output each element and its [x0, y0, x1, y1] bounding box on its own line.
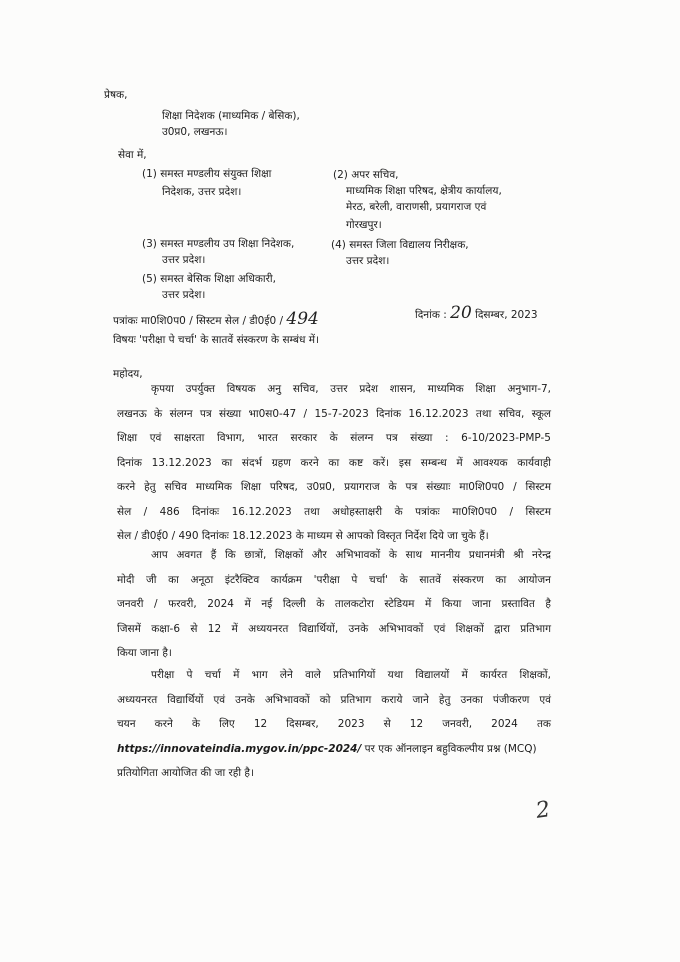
- paragraph-3: [117, 663, 551, 786]
- paragraph-1-line: दिनांक 13.12.2023 का संदर्भ ग्रहण करने का कष्ट करें। इस सम्बन्ध में आवश्यक कार्यवाही: [117, 456, 551, 469]
- page-number: 2: [534, 797, 552, 824]
- salutation: महोदय,: [113, 368, 143, 380]
- paragraph-2-line: जिसमें कक्षा-6 से 12 में अध्ययनरत विद्यार्थियों, उनके अभिभावकों एवं शिक्षकों द्वारा प्रतिभाग: [117, 622, 551, 635]
- paragraph-3-line: चयन करने के लिए 12 दिसम्बर, 2023 से 12 जनवरी, 2024 तक: [117, 718, 551, 730]
- paragraph-2-line: मोदी जी का अनूठा इंटरैक्टिव कार्यक्रम 'परीक्षा पे चर्चा' के सातवें संस्करण का आयोजन: [117, 573, 551, 586]
- paragraph-2-line: आप अवगत हैं कि छात्रों, शिक्षकों और अभिभावकों के साथ माननीय प्रधानमंत्री श्री नरेन्द्र: [151, 549, 551, 561]
- letter-date-handwritten: 20: [450, 303, 472, 323]
- recipient-5-line2: उत्तर प्रदेश।: [162, 289, 206, 301]
- paragraph-1-line: सेल / डी0ई0 / 490 दिनांकः 18.12.2023 के माध्यम से आपको विस्तृत निर्देश दिये जा चुके हैं।: [117, 530, 489, 542]
- paragraph-2-line: किया जाना है।: [117, 647, 172, 659]
- paragraph-3-line: परीक्षा पे चर्चा में भाग लेने वाले प्रतिभागियों यथा विद्यालयों में कार्यरत शिक्षकों,: [151, 669, 551, 681]
- recipient-3-line1: (3) समस्त मण्डलीय उप शिक्षा निदेशक,: [142, 238, 295, 250]
- paragraph-1-line: शिक्षा एवं साक्षरता विभाग, भारत सरकार के संलग्न पत्र संख्या : 6-10/2023-PMP-5: [117, 432, 551, 444]
- recipient-3-line2: उत्तर प्रदेश।: [162, 254, 206, 266]
- paragraph-1-line: कृपया उपर्युक्त विषयक अनु सचिव, उत्तर प्रदेश शासन, माध्यमिक शिक्षा अनुभाग-7,: [151, 383, 551, 395]
- sender-designation: शिक्षा निदेशक (माध्यमिक / बेसिक),: [162, 110, 300, 122]
- recipient-1-line2: निदेशक, उत्तर प्रदेश।: [162, 186, 242, 198]
- recipient-2-line1: (2) अपर सचिव,: [333, 169, 399, 181]
- sender-label: प्रेषक,: [104, 89, 128, 101]
- letter-number-handwritten: 494: [286, 309, 319, 329]
- paragraph-3-url-line: [117, 737, 551, 762]
- paragraph-1-line: लखनऊ के संलग्न पत्र संख्या भा0स0-47 / 15-7-2023 दिनांक 16.12.2023 तथा सचिव, स्कूल: [117, 407, 551, 420]
- paragraph-2-line: जनवरी / फरवरी, 2024 में नई दिल्ली के तालकटोरा स्टेडियम में किया जाना प्रस्तावित है: [117, 598, 551, 610]
- registration-url[interactable]: https://innovateindia.mygov.in/ppc-2024/: [117, 742, 362, 755]
- recipient-5-line1: (5) समस्त बेसिक शिक्षा अधिकारी,: [142, 273, 276, 285]
- recipients-label: सेवा में,: [118, 149, 147, 161]
- paragraph-1-line: सेल / 486 दिनांकः 16.12.2023 तथा अधोहस्ताक्षरी के पत्रांकः मा0शि0प0 / सिस्टम: [117, 505, 551, 518]
- letter-number-prefix: पत्रांकः मा0शि0प0 / सिस्टम सेल / डी0ई0 /: [113, 315, 287, 327]
- paragraph-1: [117, 377, 551, 549]
- recipient-2-line4: गोरखपुर।: [346, 219, 382, 231]
- recipient-1-line1: (1) समस्त मण्डलीय संयुक्त शिक्षा: [142, 168, 272, 180]
- recipient-2-line2: माध्यमिक शिक्षा परिषद, क्षेत्रीय कार्यालय,: [346, 185, 502, 197]
- recipient-4-line2: उत्तर प्रदेश।: [346, 255, 390, 267]
- subject-line: विषयः 'परीक्षा पे चर्चा' के सातवें संस्करण के सम्बंध में।: [113, 334, 320, 346]
- letter-number: [113, 309, 319, 329]
- paragraph-1-line: करने हेतु सचिव माध्यमिक शिक्षा परिषद, उ0प्र0, प्रयागराज के पत्र संख्याः मा0शि0प0 / सिस्टम: [117, 481, 551, 493]
- letter-date-prefix: दिनांक :: [415, 309, 451, 321]
- sender-location: उ0प्र0, लखनऊ।: [162, 126, 228, 138]
- recipient-2-line3: मेरठ, बरेली, वाराणसी, प्रयागराज एवं: [346, 201, 487, 213]
- recipient-4-line1: (4) समस्त जिला विद्यालय निरीक्षक,: [331, 239, 469, 251]
- paragraph-2: [117, 543, 551, 666]
- paragraph-3-line: अध्ययनरत विद्यार्थियों एवं उनके अभिभावकों को प्रतिभाग कराये जाने हेतु उनका पंजीकरण एवं: [117, 693, 551, 706]
- paragraph-3-line: प्रतियोगिता आयोजित की जा रही है।: [117, 767, 254, 779]
- letter-date: [415, 303, 538, 323]
- letter-date-suffix: दिसम्बर, 2023: [471, 309, 538, 321]
- paragraph-3-url-suffix: पर एक ऑनलाइन बहुविकल्पीय प्रश्न (MCQ): [361, 742, 537, 755]
